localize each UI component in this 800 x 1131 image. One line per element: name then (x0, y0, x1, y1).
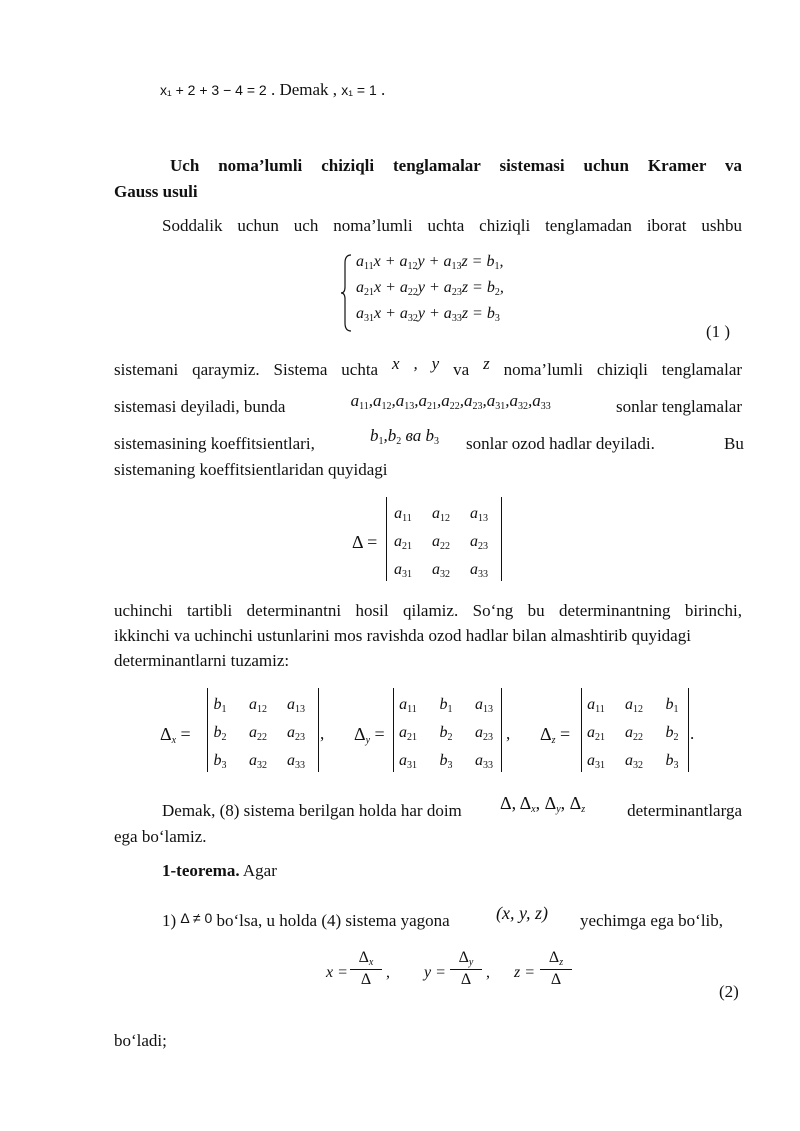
free-terms: $b_1,b_2$ ва $b_3$ (370, 426, 440, 447)
para3-line1 (162, 793, 742, 821)
delta-label: Δ = (352, 532, 378, 552)
equation-number-2: (2) (719, 982, 739, 1001)
determinant-cell: $a_{21}$ (587, 724, 605, 743)
determinant-cell: $a_{31}$ (394, 561, 412, 580)
vars-xy: x , y (392, 354, 440, 373)
comma: , (386, 964, 390, 981)
system-equation: $a_{31}x + a_{32}y + a_{33}z = b_3$ (356, 305, 500, 324)
subscript: x (368, 957, 374, 968)
period: . (690, 724, 695, 743)
subscript-x: x (171, 735, 177, 746)
determinant-cell: $a_{22}$ (625, 724, 643, 743)
coefficient-list: $a_{11},a_{12},a_{13},a_{21},a_{22},a_{23},a_{31},a_{32},a_{33}$ (350, 391, 551, 412)
text: yechimga ega bo‘lib, (580, 911, 724, 930)
period: . (381, 80, 386, 99)
section-title-line2: Gauss usuli (114, 182, 198, 201)
determinant-cell: $a_{11}$ (394, 505, 412, 524)
para1-line2 (114, 391, 742, 423)
para1-line4: sistemaning koeffitsientlaridan quyidagi (114, 460, 388, 479)
subscript-z: z (551, 735, 556, 746)
equals: = (559, 724, 571, 744)
determinant-cell: $a_{21}$ (394, 533, 412, 552)
determinant-cell: $b_2$ (665, 724, 679, 743)
y-equals: y = (424, 964, 446, 981)
para1-line3 (114, 426, 744, 454)
subscript: z (581, 804, 586, 815)
determinant-cell: $b_3$ (213, 752, 227, 771)
numerator-delta: Δ (458, 949, 469, 966)
delta-y-label (354, 724, 385, 751)
denominator-delta: Δ (360, 971, 372, 988)
determinant-cell: $b_1$ (213, 696, 227, 715)
delta-list: Δ, $\Delta_x$, $\Delta_y$, $\Delta_z$ (500, 793, 586, 815)
intro-result-line (160, 80, 385, 100)
determinant-cell: $b_2$ (213, 724, 227, 743)
determinant-cell: $a_{22}$ (432, 533, 450, 552)
item-number: 1) (162, 911, 177, 930)
determinant-cell: $a_{21}$ (399, 724, 417, 743)
fraction-z (540, 949, 572, 989)
delta-symbol: Δ (160, 724, 172, 744)
determinant-cell: $a_{23}$ (287, 724, 305, 743)
delta-z-determinant (581, 688, 689, 772)
determinant-cell: $a_{12}$ (432, 505, 450, 524)
determinant-cell: $a_{13}$ (287, 696, 305, 715)
text: Bu (724, 434, 744, 453)
text: sistemani qaraymiz. Sistema uchta (114, 360, 379, 379)
equation-number-1: (1 ) (706, 322, 731, 341)
subscript: y (468, 957, 474, 968)
determinant-cell: $a_{11}$ (587, 696, 605, 715)
delta-x-label (160, 724, 191, 751)
subscript-y: y (365, 735, 371, 746)
denominator-delta: Δ (550, 971, 562, 988)
main-determinant (386, 497, 502, 581)
text: sonlar tenglamalar (615, 397, 742, 416)
para1-line1 (114, 354, 743, 380)
text: va (453, 360, 470, 379)
para2-line1: uchinchi tartibli determinantni hosil qilamiz. So‘ng bu determinantning birinchi, (114, 601, 742, 620)
comma: , (486, 964, 490, 981)
section-title-line1: Uch noma’lumli chiziqli tenglamalar sistemasi uchun Kramer va (170, 156, 742, 175)
z-equals: z = (514, 964, 536, 981)
subscript: x (531, 804, 536, 815)
numerator-delta: Δ (548, 949, 560, 966)
theorem-heading (162, 861, 277, 881)
theorem-item-1 (162, 903, 742, 931)
formula-x1-value: x₁ = 1 (341, 82, 377, 98)
determinant-cell: $a_{13}$ (470, 505, 488, 524)
formula-x1-sum: x₁ + 2 + 3 − 4 = 2 (160, 82, 267, 98)
numerator-delta: Δ (358, 949, 369, 966)
determinant-cell: $b_3$ (665, 752, 679, 771)
determinant-cell: $a_{23}$ (470, 533, 488, 552)
delta-symbol: Δ (354, 724, 366, 744)
para2-line3: determinantlarni tuzamiz: (114, 651, 290, 670)
determinant-cell: $b_3$ (439, 752, 453, 771)
determinant-cell: $b_2$ (439, 724, 453, 743)
va-word: ва (405, 426, 422, 445)
delta-symbol: Δ (540, 724, 552, 744)
text: determinantlarga (627, 801, 742, 820)
determinant-cell: $a_{33}$ (475, 752, 493, 771)
determinant-cell: $a_{32}$ (625, 752, 643, 771)
brace-icon (340, 253, 354, 333)
cramer-formulas (326, 947, 596, 1003)
x-equals: x = (326, 964, 348, 981)
determinant-cell: $a_{23}$ (475, 724, 493, 743)
equation-system (340, 253, 560, 333)
determinant-cell: $a_{33}$ (287, 752, 305, 771)
condition-delta-nonzero: Δ ≠ 0 (180, 910, 213, 926)
text: sistemasi deyiladi, bunda (114, 397, 286, 416)
para3-line2: ega bo‘lamiz. (114, 827, 207, 846)
theorem-label: 1-teorema. (162, 861, 240, 880)
closing-line: bo‘ladi; (114, 1031, 167, 1050)
determinant-cell: $b_1$ (665, 696, 679, 715)
determinant-cell: $a_{11}$ (399, 696, 417, 715)
determinant-cell: $a_{13}$ (475, 696, 493, 715)
text: noma’lumli chiziqli tenglamalar (503, 360, 743, 379)
fraction-x (350, 949, 382, 989)
delta-x-determinant (207, 688, 319, 772)
text: sistemasining koeffitsientlari, (114, 434, 315, 453)
comma: , (320, 724, 325, 743)
equals: = (374, 724, 385, 744)
text: bo‘lsa, u holda (4) sistema yagona (216, 911, 450, 930)
determinant-cell: $a_{32}$ (249, 752, 267, 771)
fraction-y (450, 949, 482, 989)
denominator-delta: Δ (460, 971, 472, 988)
determinant-cell: $a_{12}$ (625, 696, 643, 715)
text: Demak, (8) sistema berilgan holda har doim (162, 801, 462, 820)
para2-line2: ikkinchi va uchinchi ustunlarini mos ravishda ozod hadlar bilan almashtirib quyidagi (114, 626, 691, 645)
determinant-cell: $b_1$ (439, 696, 453, 715)
intro-paragraph: Soddalik uchun uch noma’lumli uchta chiziqli tenglamadan iborat ushbu (162, 216, 742, 235)
demak-text: . Demak , (270, 80, 338, 99)
delta-z-label (540, 724, 570, 751)
text: sonlar ozod hadlar deyiladi. (466, 434, 655, 453)
system-equation: $a_{11}x + a_{12}y + a_{13}z = b_1$, (356, 253, 504, 272)
solution-triple: (x, y, z) (496, 903, 548, 923)
subscript: y (556, 804, 561, 815)
determinant-cell: $a_{12}$ (249, 696, 267, 715)
determinant-cell: $a_{31}$ (399, 752, 417, 771)
delta-symbols: Δ, Δ (500, 793, 532, 813)
determinant-cell: $a_{22}$ (249, 724, 267, 743)
comma: , (506, 724, 511, 743)
subscript: z (559, 957, 564, 968)
determinant-cell: $a_{31}$ (587, 752, 605, 771)
equals: = (180, 724, 191, 744)
determinant-cell: $a_{32}$ (432, 561, 450, 580)
system-equation: $a_{21}x + a_{22}y + a_{23}z = b_2$, (356, 279, 504, 298)
var-z: z (483, 354, 490, 373)
delta-y-determinant (393, 688, 502, 772)
determinant-cell: $a_{33}$ (470, 561, 488, 580)
theorem-text: Agar (239, 861, 277, 880)
